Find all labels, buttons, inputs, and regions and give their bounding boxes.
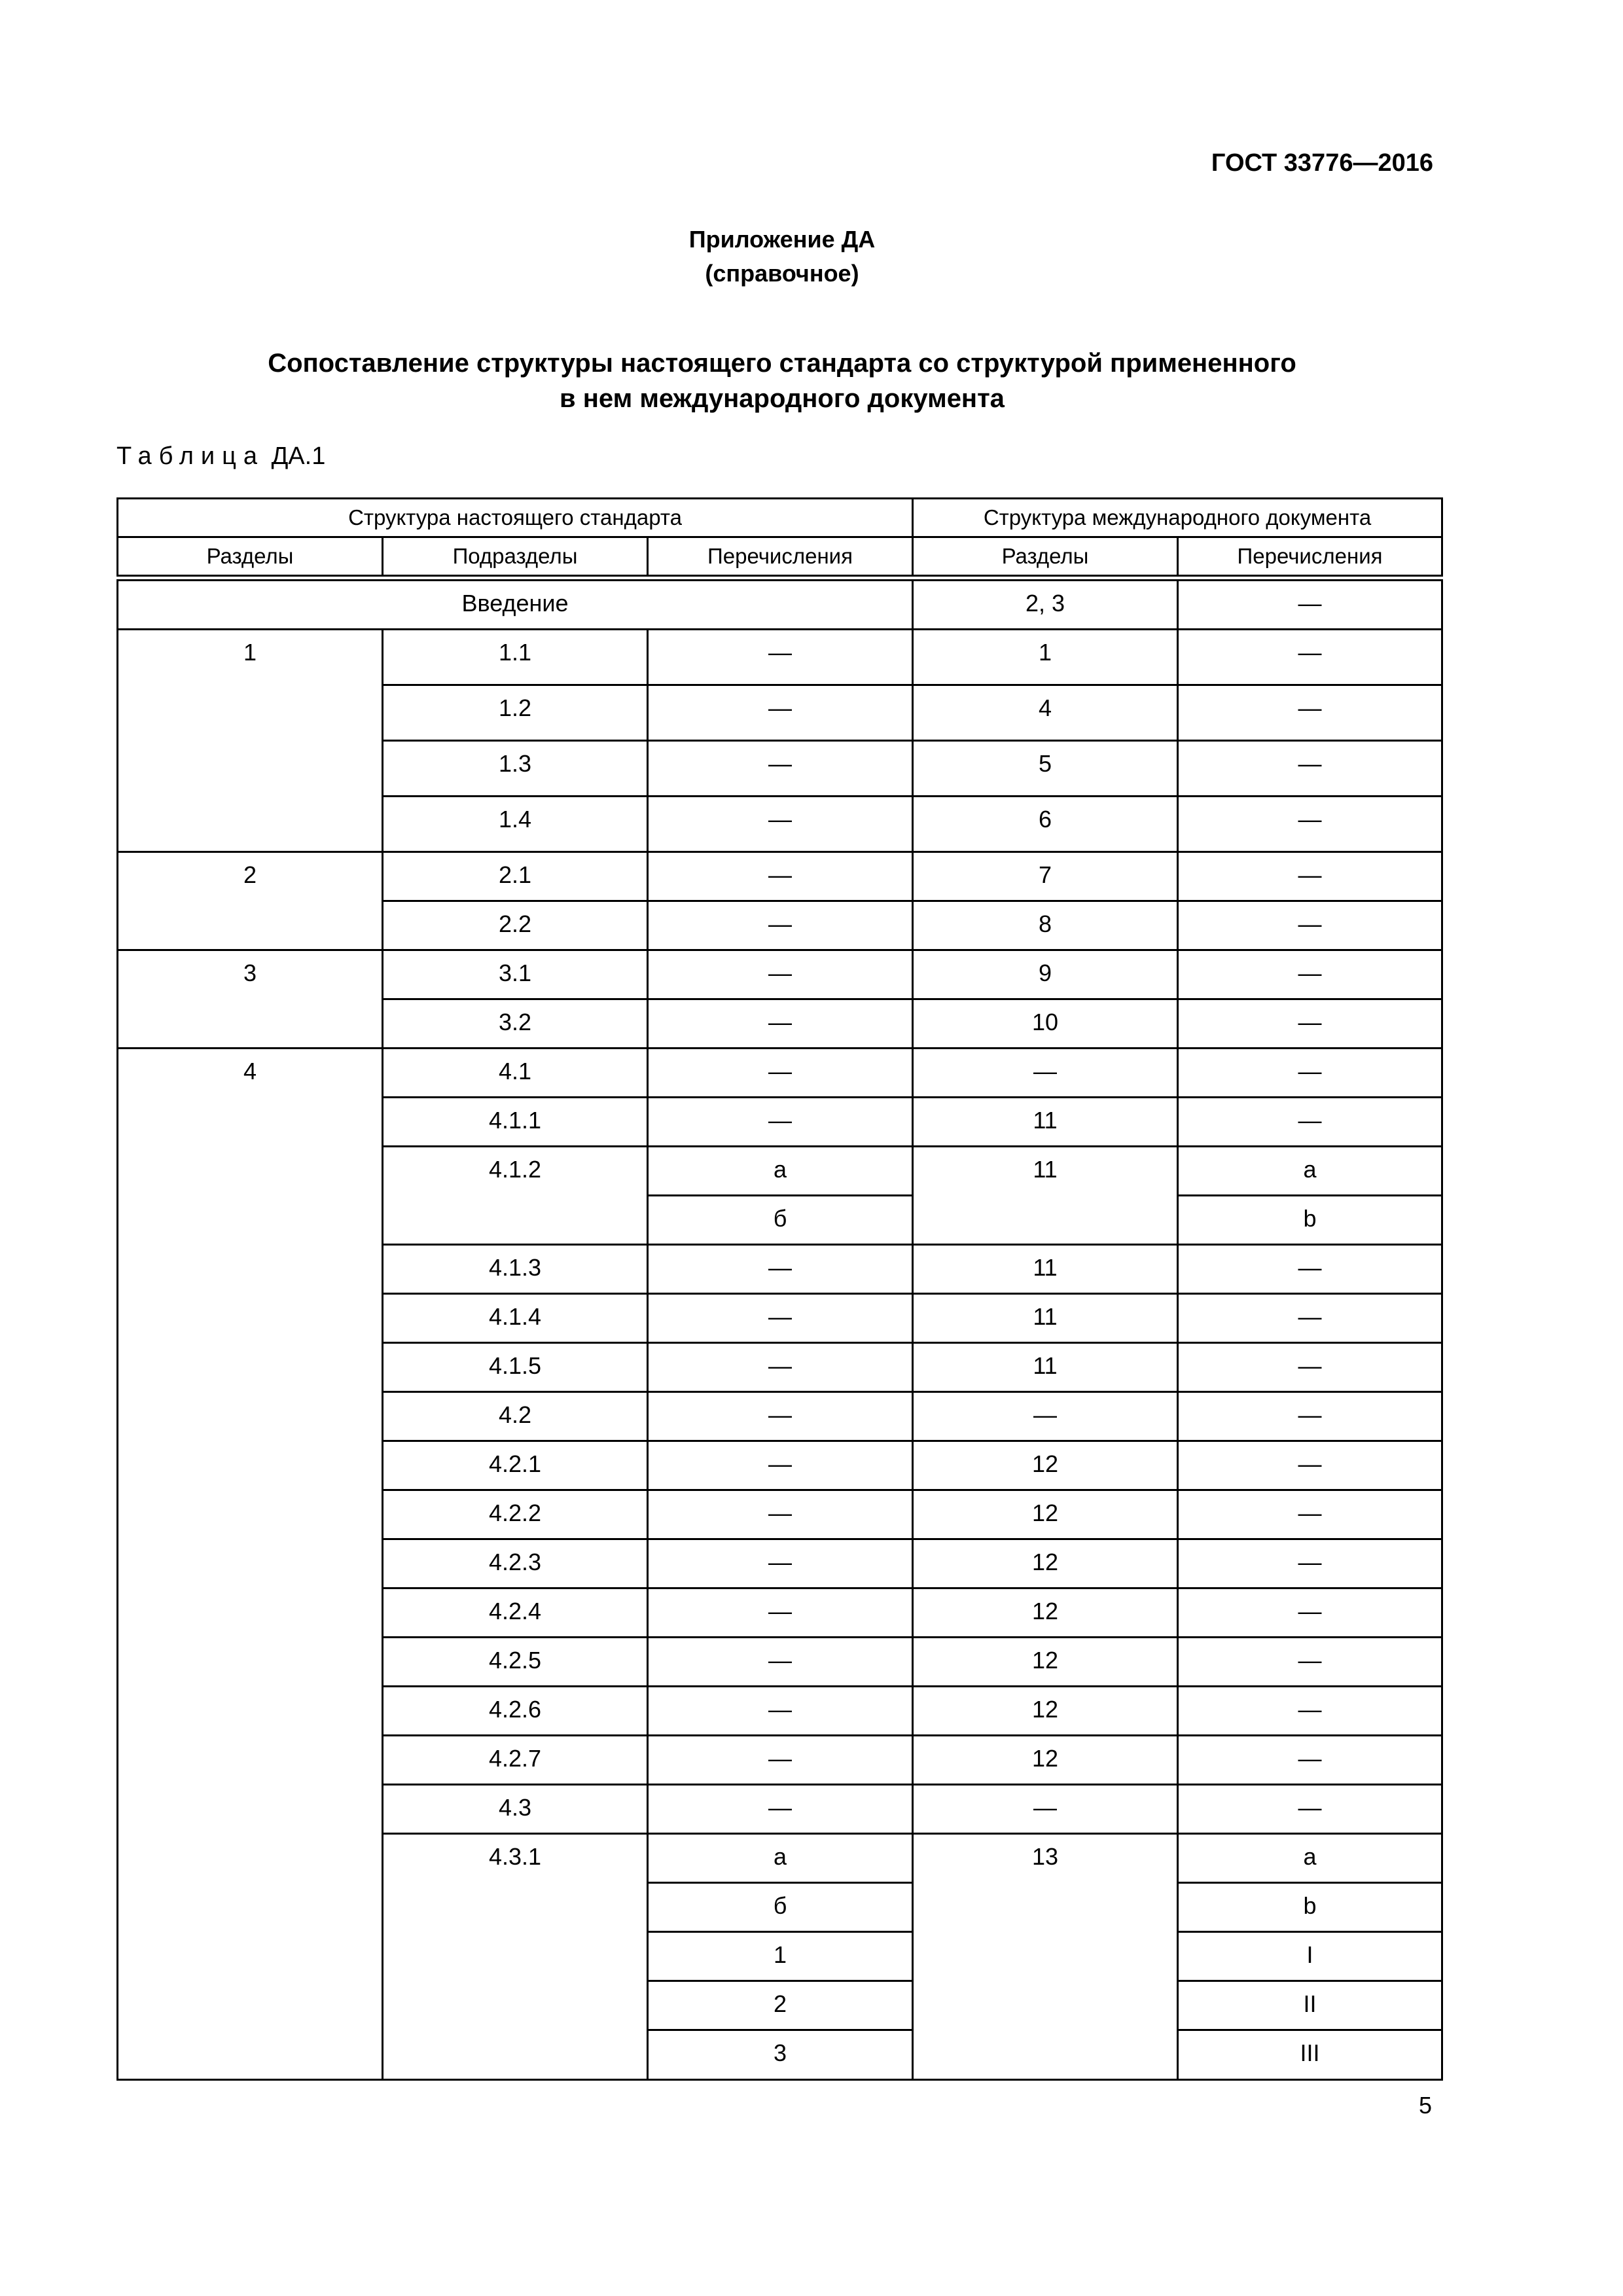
intl-section-cell: 11 xyxy=(913,1294,1178,1343)
intl-enumeration-cell: a xyxy=(1178,1834,1442,1883)
intl-section-cell: 12 xyxy=(913,1441,1178,1490)
page-number: 5 xyxy=(1418,2092,1432,2119)
subsection-cell: 2.2 xyxy=(383,901,648,950)
table-row xyxy=(118,630,1442,685)
table-row xyxy=(118,950,1442,999)
intl-section-cell: 12 xyxy=(913,1588,1178,1638)
intl-enumeration-cell: — xyxy=(1178,950,1442,999)
subsection-cell: 4.2 xyxy=(383,1392,648,1441)
intl-enumeration-cell: — xyxy=(1178,685,1442,741)
enumeration-cell: — xyxy=(648,630,913,685)
intl-enumeration-cell: — xyxy=(1178,1736,1442,1785)
intl-enumeration-cell: b xyxy=(1178,1883,1442,1932)
annex-title: Приложение ДА xyxy=(688,226,876,253)
enumeration-cell: — xyxy=(648,1785,913,1834)
enumeration-cell: — xyxy=(648,1588,913,1638)
intro-intl-sections-cell: 2, 3 xyxy=(913,578,1178,630)
enumeration-cell: — xyxy=(648,1098,913,1147)
intl-section-cell: 12 xyxy=(913,1539,1178,1588)
intl-enumeration-cell: II xyxy=(1178,1981,1442,2030)
subsection-cell: 4.2.5 xyxy=(383,1638,648,1687)
table-caption-number: ДА.1 xyxy=(271,442,326,470)
column-header-intl-sections: Разделы xyxy=(913,537,1178,579)
intl-enumeration-cell: — xyxy=(1178,1490,1442,1539)
enumeration-cell: — xyxy=(648,1392,913,1441)
subsection-cell: 4.1.2 xyxy=(383,1147,648,1245)
intl-section-cell: 11 xyxy=(913,1098,1178,1147)
subsection-cell: 4.1 xyxy=(383,1049,648,1098)
table-caption-word: Таблица xyxy=(116,442,264,470)
enumeration-cell: — xyxy=(648,852,913,901)
enumeration-cell: а xyxy=(648,1147,913,1196)
enumeration-cell: б xyxy=(648,1883,913,1932)
enumeration-cell: 3 xyxy=(648,2030,913,2080)
intl-enumeration-cell: a xyxy=(1178,1147,1442,1196)
intl-enumeration-cell: — xyxy=(1178,1049,1442,1098)
intl-section-cell: 13 xyxy=(913,1834,1178,2080)
intl-section-cell: — xyxy=(913,1392,1178,1441)
intl-section-cell: 5 xyxy=(913,741,1178,797)
intl-section-cell: 11 xyxy=(913,1245,1178,1294)
intl-section-cell: 11 xyxy=(913,1343,1178,1392)
enumeration-cell: — xyxy=(648,950,913,999)
annex-status: (справочное) xyxy=(705,260,859,287)
column-header-intl-enumerations: Перечисления xyxy=(1178,537,1442,579)
subsection-cell: 1.1 xyxy=(383,630,648,685)
intl-section-cell: 8 xyxy=(913,901,1178,950)
subsection-cell: 4.2.7 xyxy=(383,1736,648,1785)
intl-enumeration-cell: — xyxy=(1178,741,1442,797)
column-header-subsections: Подразделы xyxy=(383,537,648,579)
enumeration-cell: — xyxy=(648,797,913,852)
column-header-sections: Разделы xyxy=(118,537,383,579)
group-header-this-standard: Структура настоящего стандарта xyxy=(118,499,913,537)
intl-enumeration-cell: b xyxy=(1178,1196,1442,1245)
subsection-cell: 1.4 xyxy=(383,797,648,852)
subsection-cell: 1.2 xyxy=(383,685,648,741)
intro-intl-enumerations-cell: — xyxy=(1178,578,1442,630)
enumeration-cell: — xyxy=(648,741,913,797)
enumeration-cell: — xyxy=(648,1049,913,1098)
annex-heading-line-2: в нем международного документа xyxy=(560,384,1005,413)
intl-section-cell: 7 xyxy=(913,852,1178,901)
enumeration-cell: — xyxy=(648,901,913,950)
intl-enumeration-cell: — xyxy=(1178,1098,1442,1147)
intl-enumeration-cell: — xyxy=(1178,852,1442,901)
intl-enumeration-cell: — xyxy=(1178,1588,1442,1638)
enumeration-cell: б xyxy=(648,1196,913,1245)
subsection-cell: 1.3 xyxy=(383,741,648,797)
intl-enumeration-cell: — xyxy=(1178,630,1442,685)
subsection-cell: 4.2.1 xyxy=(383,1441,648,1490)
intl-enumeration-cell: — xyxy=(1178,1539,1442,1588)
intl-section-cell: 12 xyxy=(913,1638,1178,1687)
table-row-introduction xyxy=(118,578,1442,630)
intl-section-cell: — xyxy=(913,1049,1178,1098)
intl-enumeration-cell: — xyxy=(1178,1687,1442,1736)
section-cell: 4 xyxy=(118,1049,383,2080)
subsection-cell: 4.2.3 xyxy=(383,1539,648,1588)
subsection-cell: 4.2.6 xyxy=(383,1687,648,1736)
enumeration-cell: а xyxy=(648,1834,913,1883)
table-row xyxy=(118,1049,1442,1098)
intl-section-cell: 6 xyxy=(913,797,1178,852)
intl-enumeration-cell: — xyxy=(1178,1343,1442,1392)
intl-section-cell: — xyxy=(913,1785,1178,1834)
intl-enumeration-cell: I xyxy=(1178,1932,1442,1981)
enumeration-cell: — xyxy=(648,1490,913,1539)
subsection-cell: 4.1.1 xyxy=(383,1098,648,1147)
subsection-cell: 4.2.4 xyxy=(383,1588,648,1638)
subsection-cell: 4.1.4 xyxy=(383,1294,648,1343)
table-column-header-row xyxy=(118,537,1442,579)
subsection-cell: 4.2.2 xyxy=(383,1490,648,1539)
intl-section-cell: 11 xyxy=(913,1147,1178,1245)
enumeration-cell: — xyxy=(648,999,913,1049)
table-group-header-row xyxy=(118,499,1442,537)
intl-section-cell: 4 xyxy=(913,685,1178,741)
annex-label xyxy=(0,223,1564,291)
intl-section-cell: 12 xyxy=(913,1490,1178,1539)
comparison-table xyxy=(116,497,1443,2081)
group-header-international: Структура международного документа xyxy=(913,499,1442,537)
intl-section-cell: 9 xyxy=(913,950,1178,999)
intl-enumeration-cell: — xyxy=(1178,1294,1442,1343)
intl-section-cell: 10 xyxy=(913,999,1178,1049)
subsection-cell: 4.3 xyxy=(383,1785,648,1834)
intl-enumeration-cell: — xyxy=(1178,901,1442,950)
enumeration-cell: — xyxy=(648,1343,913,1392)
enumeration-cell: — xyxy=(648,1736,913,1785)
table-caption xyxy=(116,442,325,471)
intl-enumeration-cell: III xyxy=(1178,2030,1442,2080)
enumeration-cell: — xyxy=(648,1539,913,1588)
intl-section-cell: 1 xyxy=(913,630,1178,685)
enumeration-cell: — xyxy=(648,1687,913,1736)
intl-enumeration-cell: — xyxy=(1178,999,1442,1049)
subsection-cell: 4.3.1 xyxy=(383,1834,648,2080)
enumeration-cell: — xyxy=(648,1441,913,1490)
table-row xyxy=(118,852,1442,901)
column-header-enumerations: Перечисления xyxy=(648,537,913,579)
intl-section-cell: 12 xyxy=(913,1687,1178,1736)
intl-enumeration-cell: — xyxy=(1178,1785,1442,1834)
subsection-cell: 4.1.5 xyxy=(383,1343,648,1392)
intl-enumeration-cell: — xyxy=(1178,1392,1442,1441)
enumeration-cell: 1 xyxy=(648,1932,913,1981)
annex-heading xyxy=(0,346,1564,416)
subsection-cell: 2.1 xyxy=(383,852,648,901)
intl-section-cell: 12 xyxy=(913,1736,1178,1785)
enumeration-cell: 2 xyxy=(648,1981,913,2030)
section-cell: 2 xyxy=(118,852,383,950)
intro-label-cell: Введение xyxy=(118,578,913,630)
section-cell: 1 xyxy=(118,630,383,852)
subsection-cell: 3.2 xyxy=(383,999,648,1049)
document-id: ГОСТ 33776—2016 xyxy=(1211,149,1433,177)
intl-enumeration-cell: — xyxy=(1178,1638,1442,1687)
subsection-cell: 4.1.3 xyxy=(383,1245,648,1294)
enumeration-cell: — xyxy=(648,685,913,741)
annex-heading-line-1: Сопоставление структуры настоящего стандарта со структурой примененного xyxy=(268,349,1296,378)
subsection-cell: 3.1 xyxy=(383,950,648,999)
section-cell: 3 xyxy=(118,950,383,1049)
intl-enumeration-cell: — xyxy=(1178,1245,1442,1294)
enumeration-cell: — xyxy=(648,1245,913,1294)
enumeration-cell: — xyxy=(648,1294,913,1343)
intl-enumeration-cell: — xyxy=(1178,1441,1442,1490)
intl-enumeration-cell: — xyxy=(1178,797,1442,852)
enumeration-cell: — xyxy=(648,1638,913,1687)
